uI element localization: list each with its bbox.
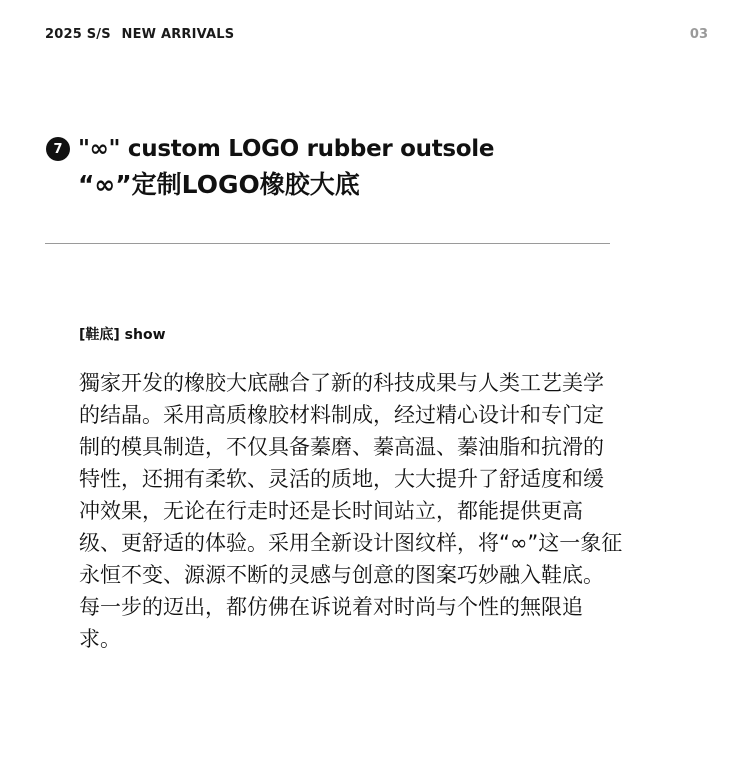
collection-label: NEW ARRIVALS (121, 27, 235, 42)
divider (45, 243, 610, 244)
feature-title-en: "∞" custom LOGO rubber outsole (78, 136, 495, 162)
feature-number-badge: 7 (46, 137, 70, 161)
feature-title-zh: “∞”定制LOGO橡胶大底 (78, 170, 360, 199)
description-text: 獨家开发的橡胶大底融合了新的科技成果与人类工艺美学的结晶。采用高质橡胶材料制成，经过精心设计和专门定制的模具制造，不仅具备蓁磨、蓁高温、蓁油脂和抗滑的特性，还拥有柔软、灵活的质地，大大提升了舒适度和缓冲效果，无论在行走时还是长时间站立，都能提供更高级、更舒适的体验。采用全新设计图纹样，将“∞”这一象征永恒不变、源源不断的灵感与创意的图案巧妙融入鞋底。每一步的迈出，都仿佛在诉说着对时尚与个性的無限追求。 (79, 371, 623, 651)
feature-title (46, 136, 646, 201)
page-number: 03 (689, 27, 708, 42)
section-label: [鞋底] show (79, 327, 166, 343)
page-header (45, 27, 234, 42)
season-label: 2025 S/S (45, 27, 111, 42)
feature-title-en-row (46, 136, 646, 162)
